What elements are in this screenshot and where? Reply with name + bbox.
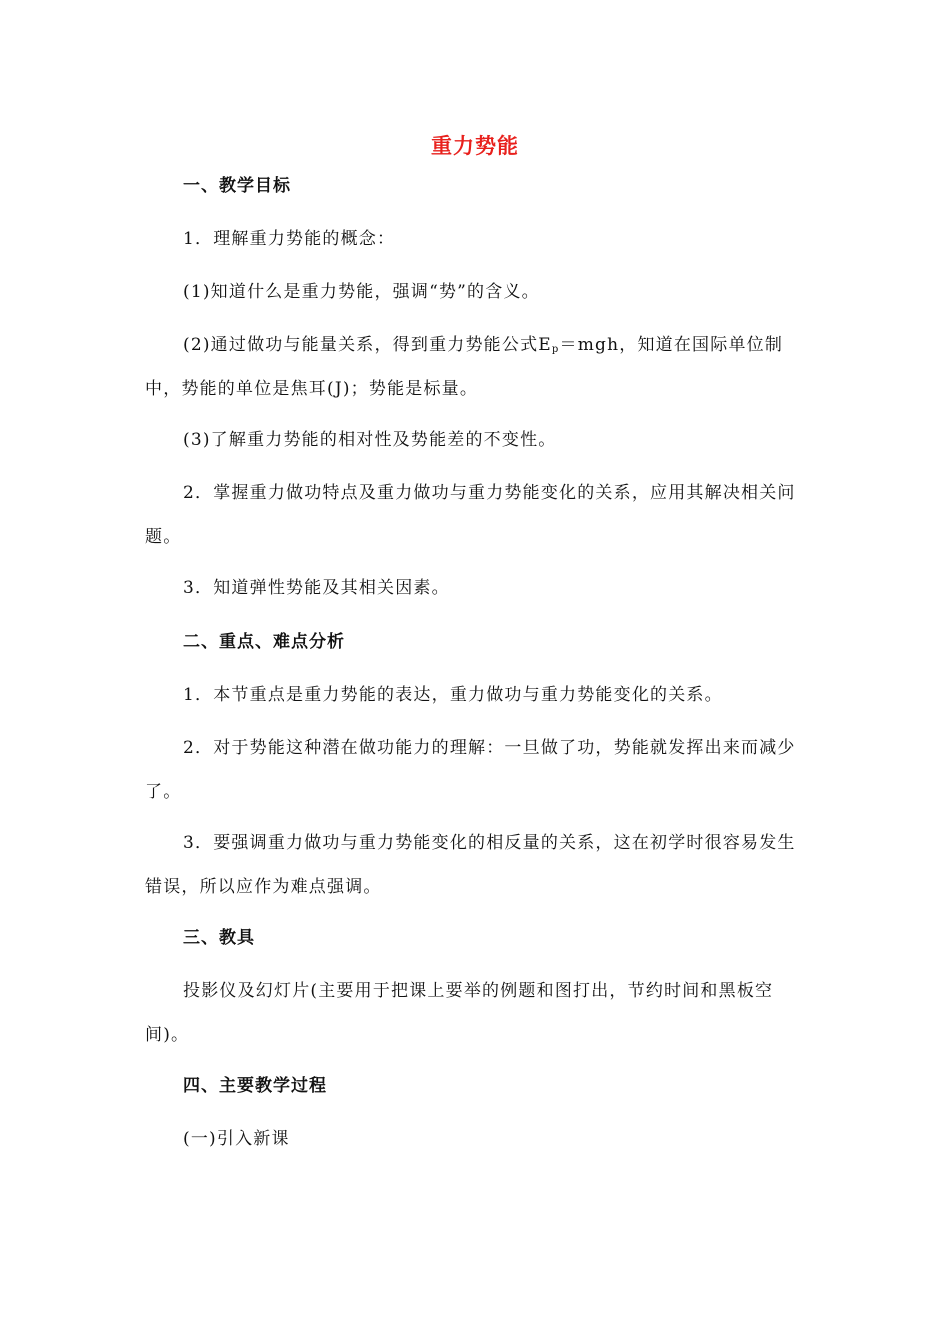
document-title: 重力势能	[431, 134, 519, 158]
formula-subscript: p	[551, 344, 560, 355]
paragraph-key-point-2: 2．对于势能这种潜在做功能力的理解：一旦做了功，势能就发挥出来而减少了。	[145, 738, 796, 802]
paragraph-objective-1-1: (1)知道什么是重力势能，强调“势”的含义。	[183, 282, 540, 302]
section-heading-objectives: 一、教学目标	[183, 176, 291, 196]
section-heading-teaching-process: 四、主要教学过程	[183, 1076, 327, 1096]
paragraph-objective-1-3: (3)了解重力势能的相对性及势能差的不变性。	[183, 430, 557, 450]
formula-text-b: ＝mgh，知道在国际单位制中，势能的单位是焦耳(J)；势能是标量。	[145, 335, 784, 399]
paragraph-objective-1-2	[145, 323, 808, 411]
paragraph-key-point-1: 1．本节重点是重力势能的表达，重力做功与重力势能变化的关系。	[183, 685, 723, 705]
paragraph-objective-1: 1．理解重力势能的概念：	[183, 229, 396, 249]
paragraph-objective-2: 2．掌握重力做功特点及重力做功与重力势能变化的关系，应用其解决相关问题。	[145, 483, 796, 547]
paragraph-introduction: (一)引入新课	[183, 1129, 290, 1149]
formula-text-a: (2)通过做功与能量关系，得到重力势能公式E	[183, 335, 552, 355]
section-heading-teaching-aids: 三、教具	[183, 928, 255, 948]
paragraph-teaching-aids: 投影仪及幻灯片(主要用于把课上要举的例题和图打出，节约时间和黑板空间)。	[145, 981, 774, 1045]
section-heading-key-points: 二、重点、难点分析	[183, 632, 345, 652]
paragraph-objective-3: 3．知道弹性势能及其相关因素。	[183, 578, 450, 598]
paragraph-key-point-3: 3．要强调重力做功与重力势能变化的相反量的关系，这在初学时很容易发生错误，所以应作为难点强调。	[145, 833, 796, 897]
